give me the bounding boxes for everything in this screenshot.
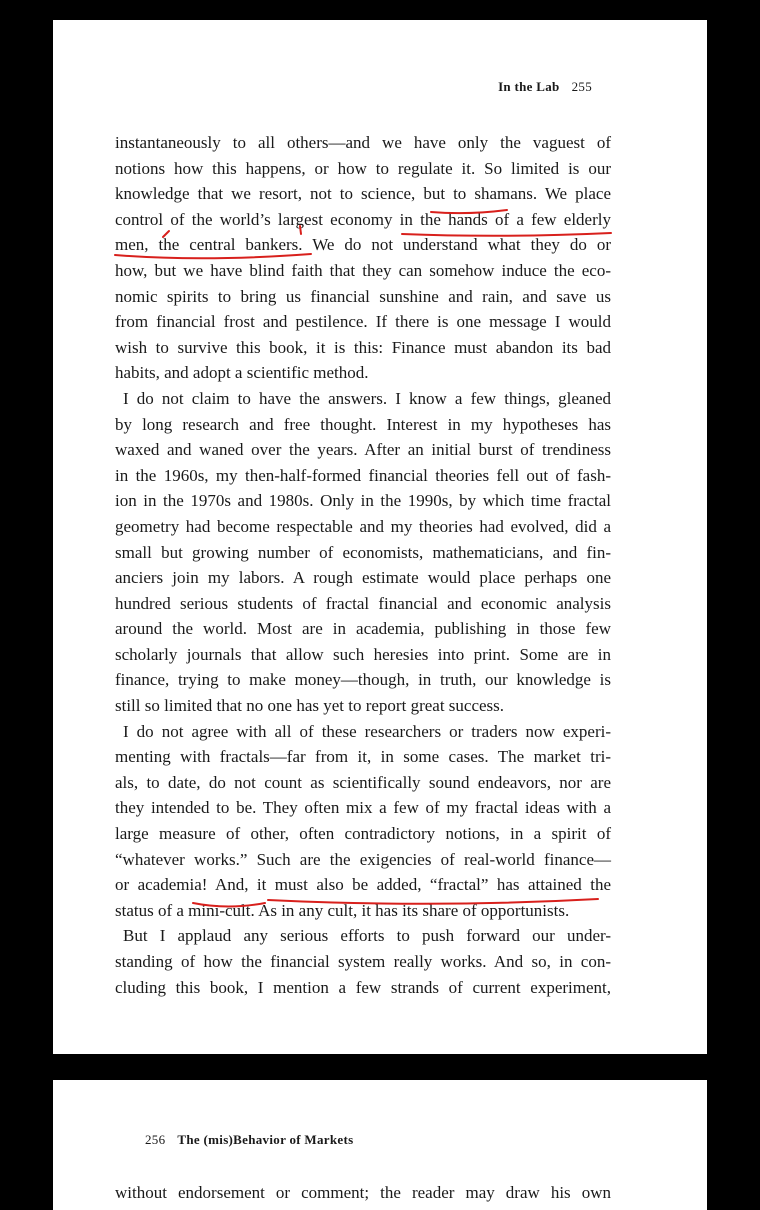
text-line: knowledge that we resort, not to science, but to shamans. We place xyxy=(115,184,611,204)
text-line: from financial frost and pestilence. If there is one message I would xyxy=(115,312,611,332)
body-text xyxy=(115,1180,611,1206)
book-page-255 xyxy=(53,20,707,1054)
text-line: finance, trying to make money—though, in truth, our knowledge is xyxy=(115,670,611,690)
text-line: around the world. Most are in academia, publishing in those few xyxy=(115,619,611,639)
header-title: The (mis)Behavior of Markets xyxy=(177,1132,354,1147)
book-page-256 xyxy=(53,1080,707,1210)
text-line: I do not agree with all of these researchers or traders now experi- xyxy=(123,721,611,741)
running-header xyxy=(145,1132,353,1148)
text-line: notions how this happens, or how to regulate it. So limited is our xyxy=(115,158,611,178)
text-line: habits, and adopt a scientific method. xyxy=(115,363,369,383)
text-line: wish to survive this book, it is this: Finance must abandon its bad xyxy=(115,337,611,357)
text-line: waxed and waned over the years. After an initial burst of trendiness xyxy=(115,440,611,460)
text-line: ion in the 1970s and 1980s. Only in the 1990s, by which time fractal xyxy=(115,491,611,511)
text-line: in the 1960s, my then-half-formed financial theories fell out of fash- xyxy=(115,465,611,485)
text-line: But I applaud any serious efforts to push forward our under- xyxy=(123,926,611,946)
text-line: cluding this book, I mention a few strands of current experiment, xyxy=(115,977,611,997)
text-line: or academia! And, it must also be added, “fractal” has attained the xyxy=(115,875,611,895)
text-line: menting with fractals—far from it, in some cases. The market tri- xyxy=(115,747,611,767)
text-line: status of a mini-cult. As in any cult, it has its share of opportunists. xyxy=(115,900,570,920)
text-line: I do not claim to have the answers. I know a few things, gleaned xyxy=(123,388,611,408)
text-line: geometry had become respectable and my theories had evolved, did a xyxy=(115,516,611,536)
text-line: instantaneously to all others—and we have only the vaguest of xyxy=(115,133,611,152)
text-line: they intended to be. They often mix a few of my fractal ideas with a xyxy=(115,798,611,818)
text-line: anciers join my labors. A rough estimate would place perhaps one xyxy=(115,568,611,588)
text-line: without endorsement or comment; the reader may draw his own xyxy=(115,1183,611,1202)
text-line: large measure of other, often contradictory notions, in a spirit of xyxy=(115,824,611,844)
text-line: hundred serious students of fractal financial and economic analysis xyxy=(115,593,611,613)
text-line: als, to date, do not count as scientifically sound endeavors, nor are xyxy=(115,772,611,792)
running-header xyxy=(498,79,592,95)
text-line: standing of how the financial system really works. And so, in con- xyxy=(115,952,611,971)
body-text xyxy=(115,130,611,1000)
text-line: nomic spirits to bring us financial sunshine and rain, and save us xyxy=(115,286,611,306)
text-line: by long research and free thought. Interest in my hypotheses has xyxy=(115,414,611,434)
page-number: 256 xyxy=(145,1132,166,1147)
text-line: small but growing number of economists, mathematicians, and fin- xyxy=(115,542,611,562)
text-line: “whatever works.” Such are the exigencies of real-world finance— xyxy=(115,849,611,869)
text-line: control of the world’s largest economy in the hands of a few elderly xyxy=(115,209,611,229)
header-title: In the Lab xyxy=(498,79,560,94)
text-line: still so limited that no one has yet to report great success. xyxy=(115,696,505,716)
page-number: 255 xyxy=(571,79,592,94)
text-line: how, but we have blind faith that they can somehow induce the eco- xyxy=(115,260,611,280)
text-line: scholarly journals that allow such heresies into print. Some are in xyxy=(115,644,611,664)
text-line: men, the central bankers. We do not understand what they do or xyxy=(115,235,611,255)
